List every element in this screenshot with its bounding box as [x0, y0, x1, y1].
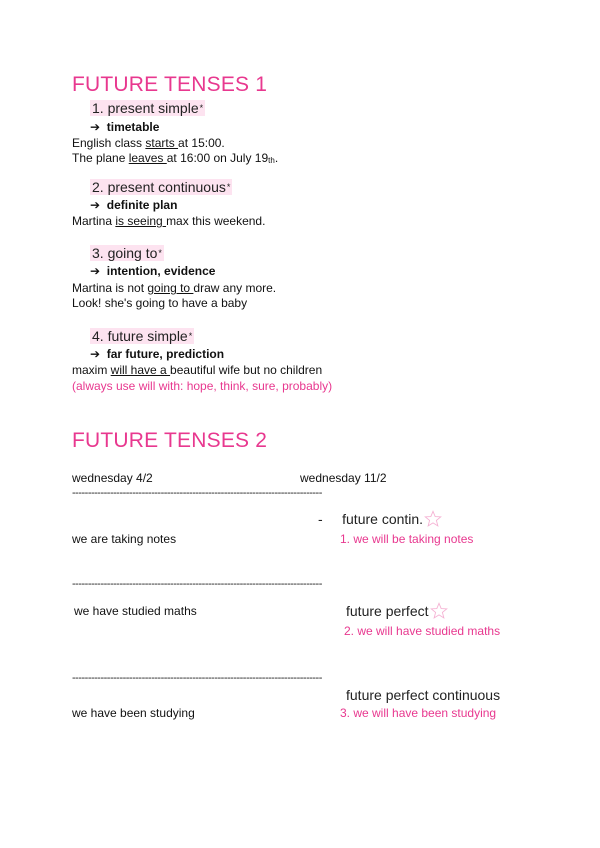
divider: -------------------------------------------------------------------------------	[72, 672, 322, 684]
block3-right: 3. we will have been studying	[340, 706, 497, 720]
star-icon: *	[199, 103, 204, 113]
item4-heading: 4. future simple*	[92, 328, 193, 344]
item2-note: ➔ definite plan	[90, 198, 178, 212]
divider: -------------------------------------------------------------------------------	[72, 578, 322, 590]
section1-title: FUTURE TENSES 1	[72, 73, 268, 96]
star-outline-icon	[430, 602, 448, 620]
section2-title: FUTURE TENSES 2	[72, 429, 268, 452]
block1-right: 1. we will be taking notes	[340, 532, 474, 546]
block2-right: 2. we will have studied maths	[344, 624, 501, 638]
block3-left: we have been studying	[72, 706, 195, 720]
item1-heading: 1. present simple*	[92, 100, 204, 116]
block1-left: we are taking notes	[72, 532, 177, 546]
item4-pink-note: (always use will with: hope, think, sure, probably)	[72, 379, 333, 393]
date-right: wednesday 11/2	[300, 471, 387, 485]
divider: -------------------------------------------------------------------------------	[72, 487, 322, 499]
star-icon: *	[158, 248, 162, 258]
item3-note: ➔ intention, evidence	[90, 264, 216, 278]
block2-label: future perfect	[346, 602, 448, 620]
arrow-icon: ➔	[90, 264, 101, 278]
item1-note: ➔ timetable	[90, 120, 160, 134]
block3-label: future perfect continuous	[346, 687, 501, 703]
item1-line1: English class starts at 15:00.	[72, 136, 225, 150]
item2-line1: Martina is seeing max this weekend.	[72, 214, 266, 228]
item3-line1: Martina is not going to draw any more.	[72, 281, 277, 295]
item4-note: ➔ far future, prediction	[90, 347, 225, 361]
star-icon: *	[188, 331, 193, 341]
item3-line2: Look! she's going to have a baby	[72, 296, 248, 310]
item2-heading: 2. present continuous*	[92, 179, 231, 195]
arrow-icon: ➔	[90, 198, 101, 212]
item3-heading: 3. going to*	[92, 245, 162, 261]
star-icon: *	[226, 182, 231, 192]
arrow-icon: ➔	[90, 347, 101, 361]
star-outline-icon	[424, 510, 442, 528]
block1-label: - future contin.	[318, 510, 442, 528]
date-left: wednesday 4/2	[72, 471, 153, 485]
item1-line2: The plane leaves at 16:00 on July 19th.	[72, 151, 279, 165]
arrow-icon: ➔	[90, 120, 101, 134]
item4-line1: maxim will have a beautiful wife but no children	[72, 363, 323, 377]
block2-left: we have studied maths	[74, 604, 197, 618]
